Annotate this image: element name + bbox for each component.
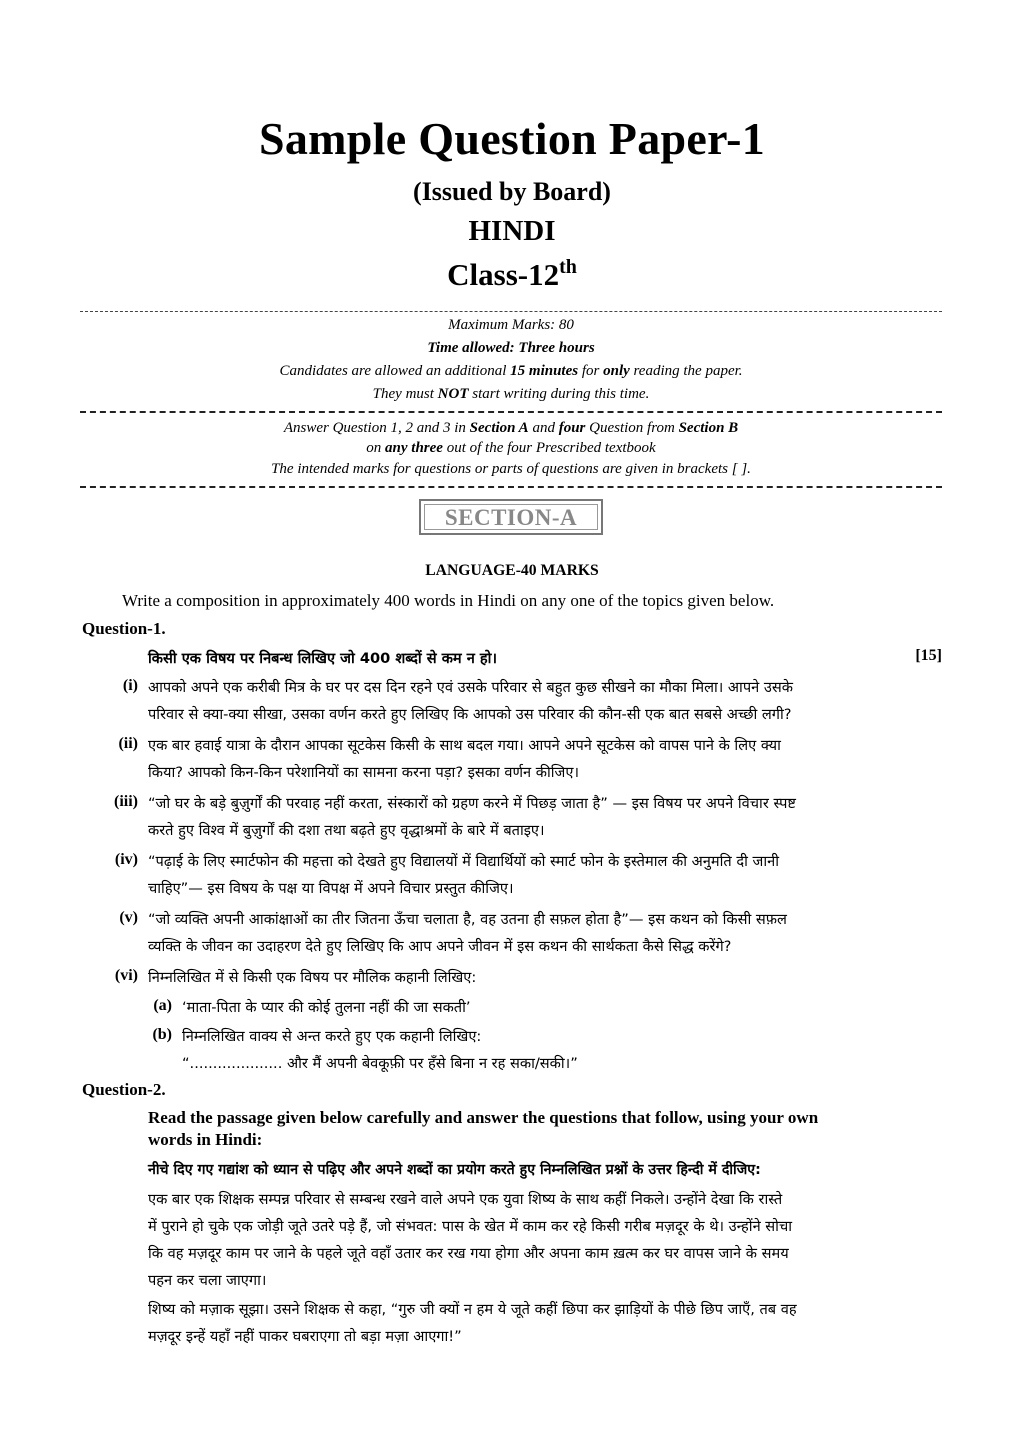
time-allowed: Time allowed: Three hours (427, 340, 595, 356)
item-number: (v) (119, 909, 138, 926)
item-number: (i) (122, 677, 138, 694)
divider (80, 311, 942, 312)
sub-item-number: (b) (152, 1026, 172, 1043)
question-2-en-instruction: words in Hindi: (148, 1130, 263, 1149)
item-text: निम्नलिखित में से किसी एक विषय पर मौलिक कहानी लिखिए: (148, 969, 477, 986)
passage-line: कि वह मज़दूर काम पर जाने के पहले जूते वहाँ उतार कर रख गया होगा और अपना काम ख़त्म कर घर वापस जाने के समय (148, 1245, 789, 1262)
divider (80, 486, 942, 488)
section-label: SECTION-A (424, 504, 598, 530)
question-1-marks: [15] (915, 647, 942, 664)
item-number: (iii) (114, 793, 138, 810)
item-text: आपको अपने एक करीबी मित्र के घर पर दस दिन रहने एवं उसके परिवार से बहुत कुछ सीखने का मौका मिला। आपने उसके (148, 679, 793, 696)
item-number: (ii) (118, 735, 138, 752)
item-text: “जो व्यक्ति अपनी आकांक्षाओं का तीर जितना ऊँचा चलाता है, वह उतना ही सफ़ल होता है”— इस कथन को किसी सफ़ल (148, 911, 787, 928)
item-text: चाहिए”— इस विषय के पक्ष या विपक्ष में अपने विचार प्रस्तुत कीजिए। (148, 880, 514, 897)
question-1-label: Question-1. (82, 619, 166, 638)
class-title (0, 256, 1024, 293)
question-2-hi-instruction: नीचे दिए गए गद्यांश को ध्यान से पढ़िए और अपने शब्दों का प्रयोग करते हुए निम्नलिखित प्रश्नों के उत्तर हिन्दी में दीजिए: (148, 1162, 761, 1178)
item-text: करते हुए विश्व में बुज़ुर्गों की दशा तथा बढ़ते हुए वृद्धाश्रमों के बारे में बताइए। (148, 822, 545, 839)
passage-line: में पुराने हो चुके एक जोड़ी जूते उतरे पड़े हैं, जो संभवत: पास के खेत में काम कर रहे किसी गरीब मज़दूर के थे। उन्होंने सोचा (148, 1218, 793, 1235)
question-2-label: Question-2. (82, 1080, 166, 1099)
item-text: किया? आपको किन-किन परेशानियों का सामना करना पड़ा? इसका वर्णन कीजिए। (148, 764, 579, 781)
passage-line: एक बार एक शिक्षक सम्पन्न परिवार से सम्बन्ध रखने वाले अपने एक युवा शिष्य के साथ कहीं निकले। उन्होंने देखा कि रास्ते (148, 1191, 783, 1208)
item-number: (iv) (114, 851, 138, 868)
issued-by: (Issued by Board) (413, 177, 611, 206)
no-writing-note: They must NOT start writing during this time. (372, 386, 650, 402)
max-marks: Maximum Marks: 80 (448, 317, 574, 333)
subject-title: HINDI (468, 215, 556, 247)
passage-line: मज़दूर इन्हें यहाँ नहीं पाकर घबराएगा तो बड़ा मज़ा आएगा!” (148, 1328, 462, 1345)
reading-time-note: Candidates are allowed an additional 15 minutes for only reading the paper. (279, 363, 743, 379)
marks-note: The intended marks for questions or parts of questions are given in brackets [ ]. (271, 461, 751, 477)
item-text: “जो घर के बड़े बुज़ुर्गों की परवाह नहीं करता, संस्कारों को ग्रहण करने में पिछड़ जाता है” — इस विषय पर अपने विचार स्पष्ट (148, 795, 796, 812)
sub-item-text: निम्नलिखित वाक्य से अन्त करते हुए एक कहानी लिखिए: (182, 1028, 482, 1045)
textbook-instruction: on any three out of the four Prescribed textbook (366, 440, 656, 456)
sub-item-text: ‘माता-पिता के प्यार की कोई तुलना नहीं की जा सकती’ (182, 999, 471, 1016)
paper-title: Sample Question Paper-1 (258, 113, 766, 164)
answer-instruction: Answer Question 1, 2 and 3 in Section A and four Question from Section B (283, 420, 739, 436)
question-2-en-instruction: Read the passage given below carefully and answer the questions that follow, using your own (148, 1108, 819, 1127)
item-text: परिवार से क्या-क्या सीखा, उसका वर्णन करते हुए लिखिए कि आपको उस परिवार की कौन-सी एक बात सबसे अच्छी लगी? (148, 706, 792, 723)
composition-intro: Write a composition in approximately 400 words in Hindi on any one of the topics given below. (122, 591, 775, 610)
item-number: (vi) (114, 967, 138, 984)
class-superscript: th (559, 256, 577, 278)
item-text: एक बार हवाई यात्रा के दौरान आपका सूटकेस किसी के साथ बदल गया। आपने अपने सूटकेस को वापस पाने के लिए क्या (148, 737, 781, 754)
question-1-instruction: किसी एक विषय पर निबन्ध लिखिए जो 400 शब्दों से कम न हो। (148, 650, 497, 667)
item-text: व्यक्ति के जीवन का उदाहरण देते हुए लिखिए कि आप अपने जीवन में इस कथन की सार्थकता कैसे सिद्ध करेंगे? (148, 938, 732, 955)
language-heading: LANGUAGE-40 MARKS (425, 562, 599, 579)
sub-item-number: (a) (153, 997, 172, 1014)
section-a-box (419, 499, 603, 535)
divider (80, 411, 942, 413)
sub-item-quote: “.................... और मैं अपनी बेवकूफ़ी पर हँसे बिना न रह सका/सकी।” (182, 1055, 578, 1072)
passage-line: शिष्य को मज़ाक सूझा। उसने शिक्षक से कहा, “गुरु जी क्यों न हम ये जूते कहीं छिपा कर झाड़ियों के पीछे छिप जाएँ, तब वह (148, 1301, 797, 1318)
item-text: “पढ़ाई के लिए स्मार्टफोन की महत्ता को देखते हुए विद्यालयों में विद्यार्थियों को स्मार्ट फोन के इस्तेमाल की अनुमति दी जानी (148, 853, 780, 870)
class-label: Class-12 (447, 257, 560, 292)
passage-line: पहन कर चला जाएगा। (148, 1272, 267, 1289)
